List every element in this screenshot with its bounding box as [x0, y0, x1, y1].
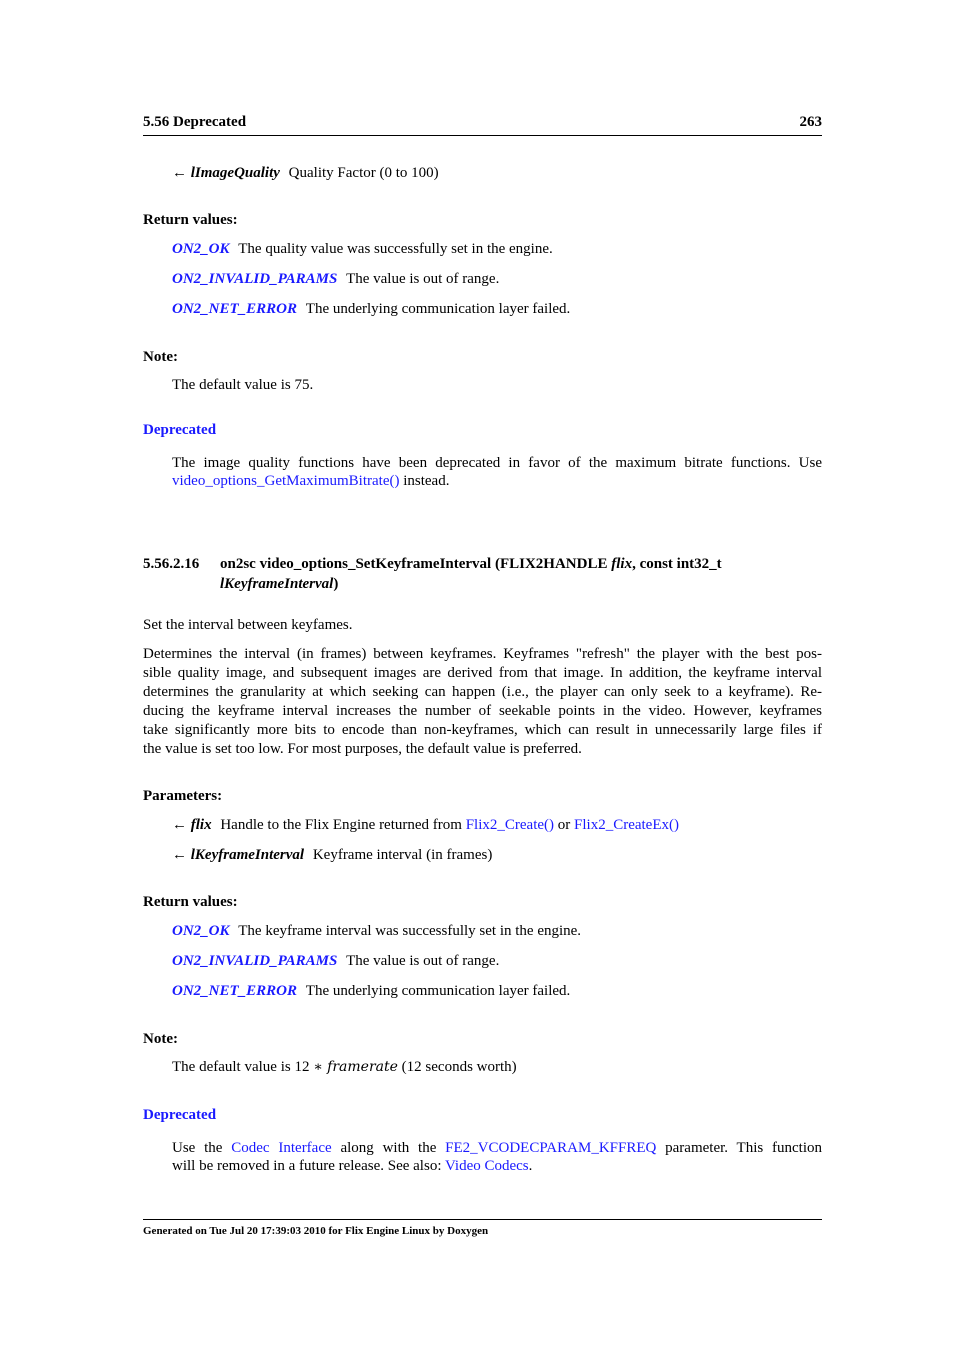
return-value-item — [172, 271, 499, 288]
function-signature-line2 — [220, 576, 338, 593]
description-line: sible quality image, and subsequent images are derived from that image. In addition, the keyframe interval — [143, 665, 822, 681]
flix2-create-link[interactable]: Flix2_Create() — [465, 817, 555, 833]
deprecated-text-line2 — [172, 473, 449, 490]
return-desc: The value is out of range. — [346, 271, 500, 287]
return-value-item — [172, 923, 581, 940]
return-values-heading: Return values: — [143, 894, 238, 910]
footer-rule — [143, 1219, 822, 1220]
deprecated-t2: along with the — [331, 1140, 446, 1156]
deprecated-text-after: instead. — [399, 473, 450, 489]
deprecated-link[interactable]: Deprecated — [143, 422, 217, 438]
footer-generated-text: Generated on Tue Jul 20 17:39:03 2010 for Flix Engine Linux by Doxygen — [143, 1225, 489, 1237]
param-desc-or: or — [554, 817, 575, 833]
param-desc: Handle to the Flix Engine returned from — [220, 817, 466, 833]
kffreq-param-link[interactable]: FE2_VCODECPARAM_KFFREQ — [445, 1140, 657, 1156]
note-heading: Note: — [143, 1031, 178, 1047]
return-desc: The quality value was successfully set in the engine. — [238, 241, 553, 257]
codec-interface-link[interactable]: Codec Interface — [231, 1140, 332, 1156]
return-desc: The underlying communication layer failed. — [305, 983, 571, 999]
note-heading: Note: — [143, 349, 178, 365]
return-values-heading: Return values: — [143, 212, 238, 228]
flix2-createex-link[interactable]: Flix2_CreateEx() — [574, 817, 679, 833]
deprecated-text-line1 — [172, 1139, 822, 1158]
param-desc: Keyframe interval (in frames) — [312, 847, 493, 863]
return-desc: The keyframe interval was successfully set in the engine. — [238, 923, 582, 939]
sig-param: lKeyframeInterval — [220, 576, 334, 592]
function-signature-line1 — [220, 556, 722, 573]
description-line: determines the granularity at which seeking can happen (i.e., the player can only seek to a keyframe). Re- — [143, 684, 822, 700]
note-text-after: (12 seconds worth) — [397, 1059, 517, 1075]
input-arrow-icon: ← — [172, 847, 187, 863]
video-codecs-link[interactable]: Video Codecs — [444, 1158, 529, 1174]
return-code-link[interactable]: ON2_INVALID_PARAMS — [172, 271, 338, 287]
note-text: The default value is 75. — [172, 377, 314, 393]
param-name: lKeyframeInterval — [190, 847, 305, 863]
note-text-before: The default value is 12 — [172, 1059, 314, 1075]
input-arrow-icon: ← — [172, 165, 187, 181]
return-code-link[interactable]: ON2_NET_ERROR — [172, 983, 298, 999]
note-text — [172, 1059, 517, 1076]
input-arrow-icon: ← — [172, 817, 187, 833]
description-line: take significantly more bits to encode than non-keyframes, which can result in unnecessarily large files if — [143, 722, 822, 738]
return-desc: The underlying communication layer failed. — [305, 301, 571, 317]
return-value-item — [172, 241, 553, 258]
return-code-link[interactable]: ON2_OK — [172, 241, 230, 257]
deprecated-t5: . — [528, 1158, 533, 1174]
deprecated-text-line2 — [172, 1158, 532, 1175]
header-rule — [143, 135, 822, 136]
sig-flix: flix — [611, 556, 633, 572]
parameters-heading: Parameters: — [143, 788, 223, 804]
return-code-link[interactable]: ON2_INVALID_PARAMS — [172, 953, 338, 969]
return-code-link[interactable]: ON2_OK — [172, 923, 230, 939]
return-value-item — [172, 301, 570, 318]
param-item-keyframe-interval — [172, 847, 492, 864]
description-line: the value is set too low. For most purposes, the default value is preferred. — [143, 741, 582, 757]
return-value-item — [172, 953, 499, 970]
page-number: 263 — [799, 114, 822, 130]
param-item-flix — [172, 817, 679, 834]
deprecated-text-line1: The image quality functions have been deprecated in favor of the maximum bitrate functions. Use — [172, 455, 822, 471]
get-maximum-bitrate-link[interactable]: video_options_GetMaximumBitrate() — [172, 473, 400, 489]
function-brief: Set the interval between keyfames. — [143, 617, 353, 633]
param-image-quality — [172, 165, 439, 182]
framerate-formula: ∗ framerate — [313, 1059, 398, 1075]
deprecated-t3: parameter. This function — [656, 1140, 822, 1156]
sig-close: ) — [333, 576, 339, 592]
function-number: 5.56.2.16 — [143, 556, 200, 572]
return-value-item — [172, 983, 570, 1000]
param-desc: Quality Factor (0 to 100) — [288, 165, 439, 181]
deprecated-link[interactable]: Deprecated — [143, 1107, 217, 1123]
return-code-link[interactable]: ON2_NET_ERROR — [172, 301, 298, 317]
description-line: ducing the keyframe interval increases the number of seekable points in the video. However, keyframes — [143, 703, 822, 719]
deprecated-t4: will be removed in a future release. See also: — [172, 1158, 445, 1174]
sig-part2: , const int32_t — [632, 556, 722, 572]
running-header-section: 5.56 Deprecated — [143, 114, 247, 130]
param-name: flix — [190, 817, 212, 833]
description-line: Determines the interval (in frames) between keyframes. Keyframes "refresh" the player with the best pos- — [143, 646, 822, 662]
sig-part1: on2sc video_options_SetKeyframeInterval (FLIX2HANDLE — [220, 556, 612, 572]
deprecated-t1: Use the — [172, 1140, 232, 1156]
param-name: lImageQuality — [190, 165, 280, 181]
return-desc: The value is out of range. — [346, 953, 500, 969]
